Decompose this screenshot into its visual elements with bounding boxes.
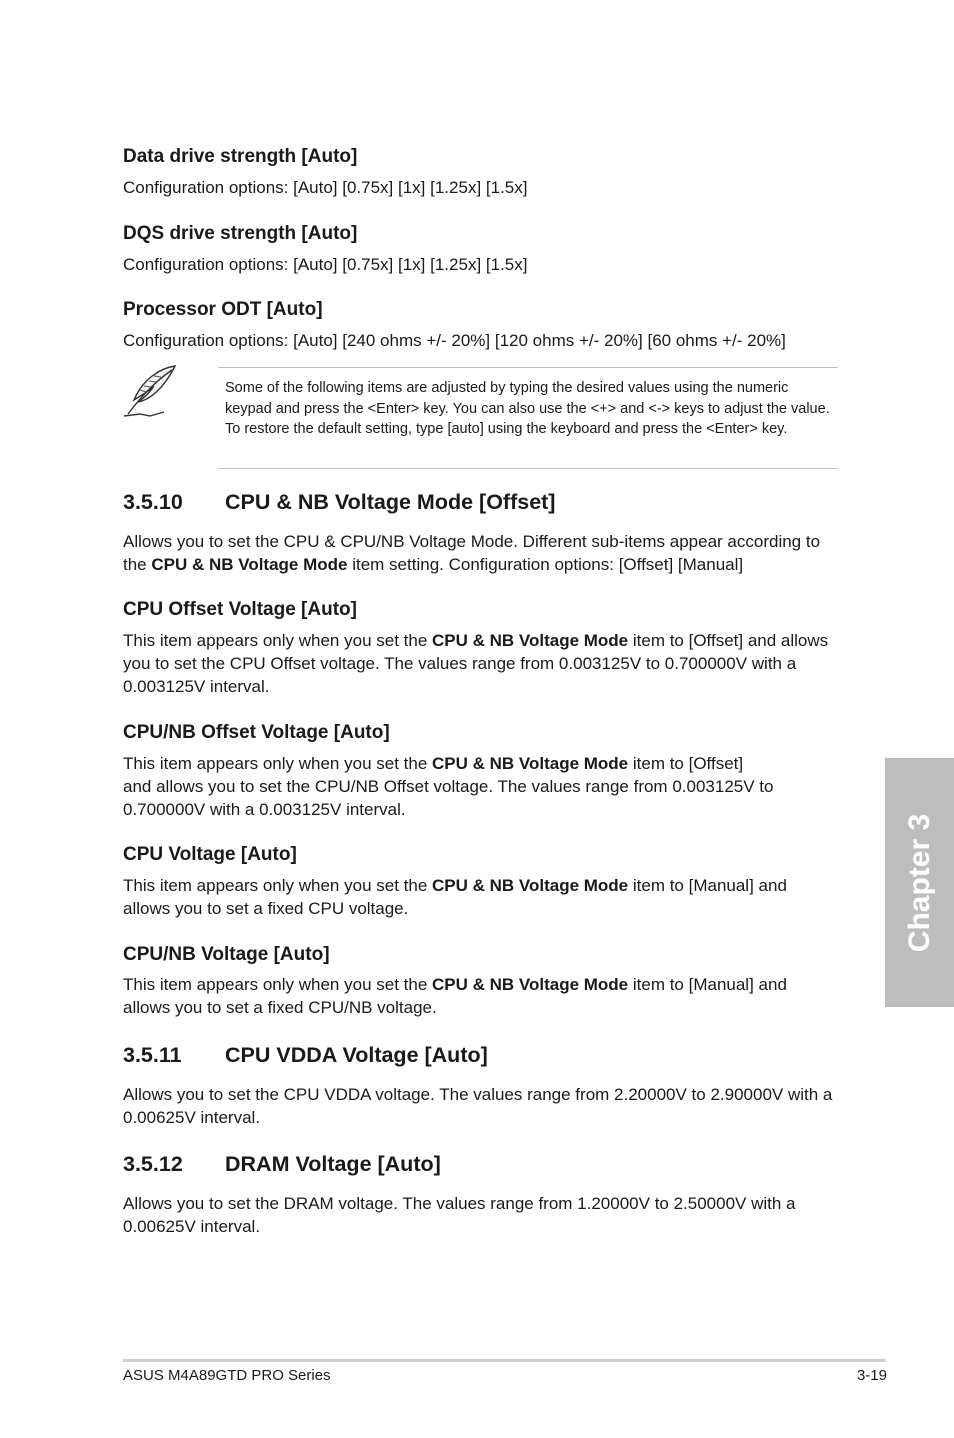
- item-desc-processor-odt: Configuration options: [Auto] [240 ohms +/- 20%] [120 ohms +/- 20%] [60 ohms +/- 20%]: [123, 331, 786, 350]
- text-run: Allows you to set the CPU & CPU/NB Voltage Mode. Different sub-items appear according to the: [123, 532, 821, 574]
- section-desc-3-5-10: [123, 530, 838, 576]
- item-desc-cpu-offset-voltage: [123, 629, 838, 698]
- section-title: DRAM Voltage [Auto]: [225, 1152, 441, 1176]
- item-title-processor-odt: Processor ODT [Auto]: [123, 299, 323, 320]
- item-title-data-drive-strength: Data drive strength [Auto]: [123, 146, 358, 167]
- text-run: This item appears only when you set the: [123, 876, 432, 895]
- section-heading-3-5-11: [123, 1043, 488, 1068]
- item-desc-dqs-drive-strength: Configuration options: [Auto] [0.75x] [1x] [1.25x] [1.5x]: [123, 255, 528, 274]
- text-run: item to [Manual] and allows you to set a fixed CPU/NB voltage.: [123, 975, 787, 1017]
- item-desc-cpunb-voltage: [123, 973, 838, 1019]
- item-desc-cpunb-offset-voltage: [123, 752, 838, 821]
- footer-product-name: ASUS M4A89GTD PRO Series: [123, 1367, 331, 1384]
- section-number: 3.5.10: [123, 490, 183, 514]
- bold-run: CPU & NB Voltage Mode: [432, 631, 629, 650]
- bold-run: CPU & NB Voltage Mode: [432, 754, 629, 773]
- section-heading-3-5-10: [123, 490, 555, 515]
- section-title: CPU VDDA Voltage [Auto]: [225, 1043, 488, 1067]
- item-title-cpu-voltage: CPU Voltage [Auto]: [123, 844, 297, 865]
- chapter-tab: [885, 758, 954, 1007]
- item-desc-cpu-voltage: [123, 874, 838, 920]
- text-run: and allows you to set the CPU/NB Offset voltage. The values range from 0.003125V to 0.700000V with a 0.003125V interval.: [123, 777, 774, 819]
- section-desc-3-5-11: Allows you to set the CPU VDDA voltage. The values range from 2.20000V to 2.90000V with a 0.00625V interval.: [123, 1085, 833, 1127]
- chapter-tab-label: Chapter 3: [902, 813, 936, 952]
- item-title-cpunb-offset-voltage: CPU/NB Offset Voltage [Auto]: [123, 722, 390, 743]
- section-number: 3.5.11: [123, 1043, 182, 1067]
- footer-rule: [123, 1359, 886, 1362]
- text-run: item to [Manual] and allows you to set a fixed CPU voltage.: [123, 876, 787, 918]
- item-title-cpunb-voltage: CPU/NB Voltage [Auto]: [123, 944, 330, 965]
- bold-run: CPU & NB Voltage Mode: [432, 975, 629, 994]
- section-number: 3.5.12: [123, 1152, 183, 1176]
- note-text: Some of the following items are adjusted by typing the desired values using the numeric keypad and press the <Enter> key. You can also use the <+> and <-> keys to adjust the value. To restore the default setting, type [auto] using the keyboard and press the <Enter> key.: [225, 380, 830, 437]
- text-run: This item appears only when you set the: [123, 975, 432, 994]
- text-run: This item appears only when you set the: [123, 754, 432, 773]
- item-desc-data-drive-strength: Configuration options: [Auto] [0.75x] [1x] [1.25x] [1.5x]: [123, 178, 528, 197]
- text-run: item to [Offset] and allows you to set the CPU Offset voltage. The values range from 0.003125V to 0.700000V with a 0.003125V interval.: [123, 631, 829, 696]
- text-run: item to [Offset]: [628, 754, 744, 773]
- bold-run: CPU & NB Voltage Mode: [432, 876, 629, 895]
- section-title: CPU & NB Voltage Mode [Offset]: [225, 490, 556, 514]
- note-box: [218, 367, 838, 469]
- text-run: item setting. Configuration options: [Offset] [Manual]: [347, 555, 744, 574]
- section-heading-3-5-12: [123, 1152, 441, 1177]
- feather-pen-icon: [120, 362, 182, 422]
- footer-page-number: 3-19: [856, 1367, 887, 1384]
- item-title-cpu-offset-voltage: CPU Offset Voltage [Auto]: [123, 599, 357, 620]
- section-desc-3-5-12: Allows you to set the DRAM voltage. The values range from 1.20000V to 2.50000V with a 0.00625V interval.: [123, 1194, 796, 1236]
- text-run: This item appears only when you set the: [123, 631, 432, 650]
- item-title-dqs-drive-strength: DQS drive strength [Auto]: [123, 223, 358, 244]
- bold-run: CPU & NB Voltage Mode: [151, 555, 348, 574]
